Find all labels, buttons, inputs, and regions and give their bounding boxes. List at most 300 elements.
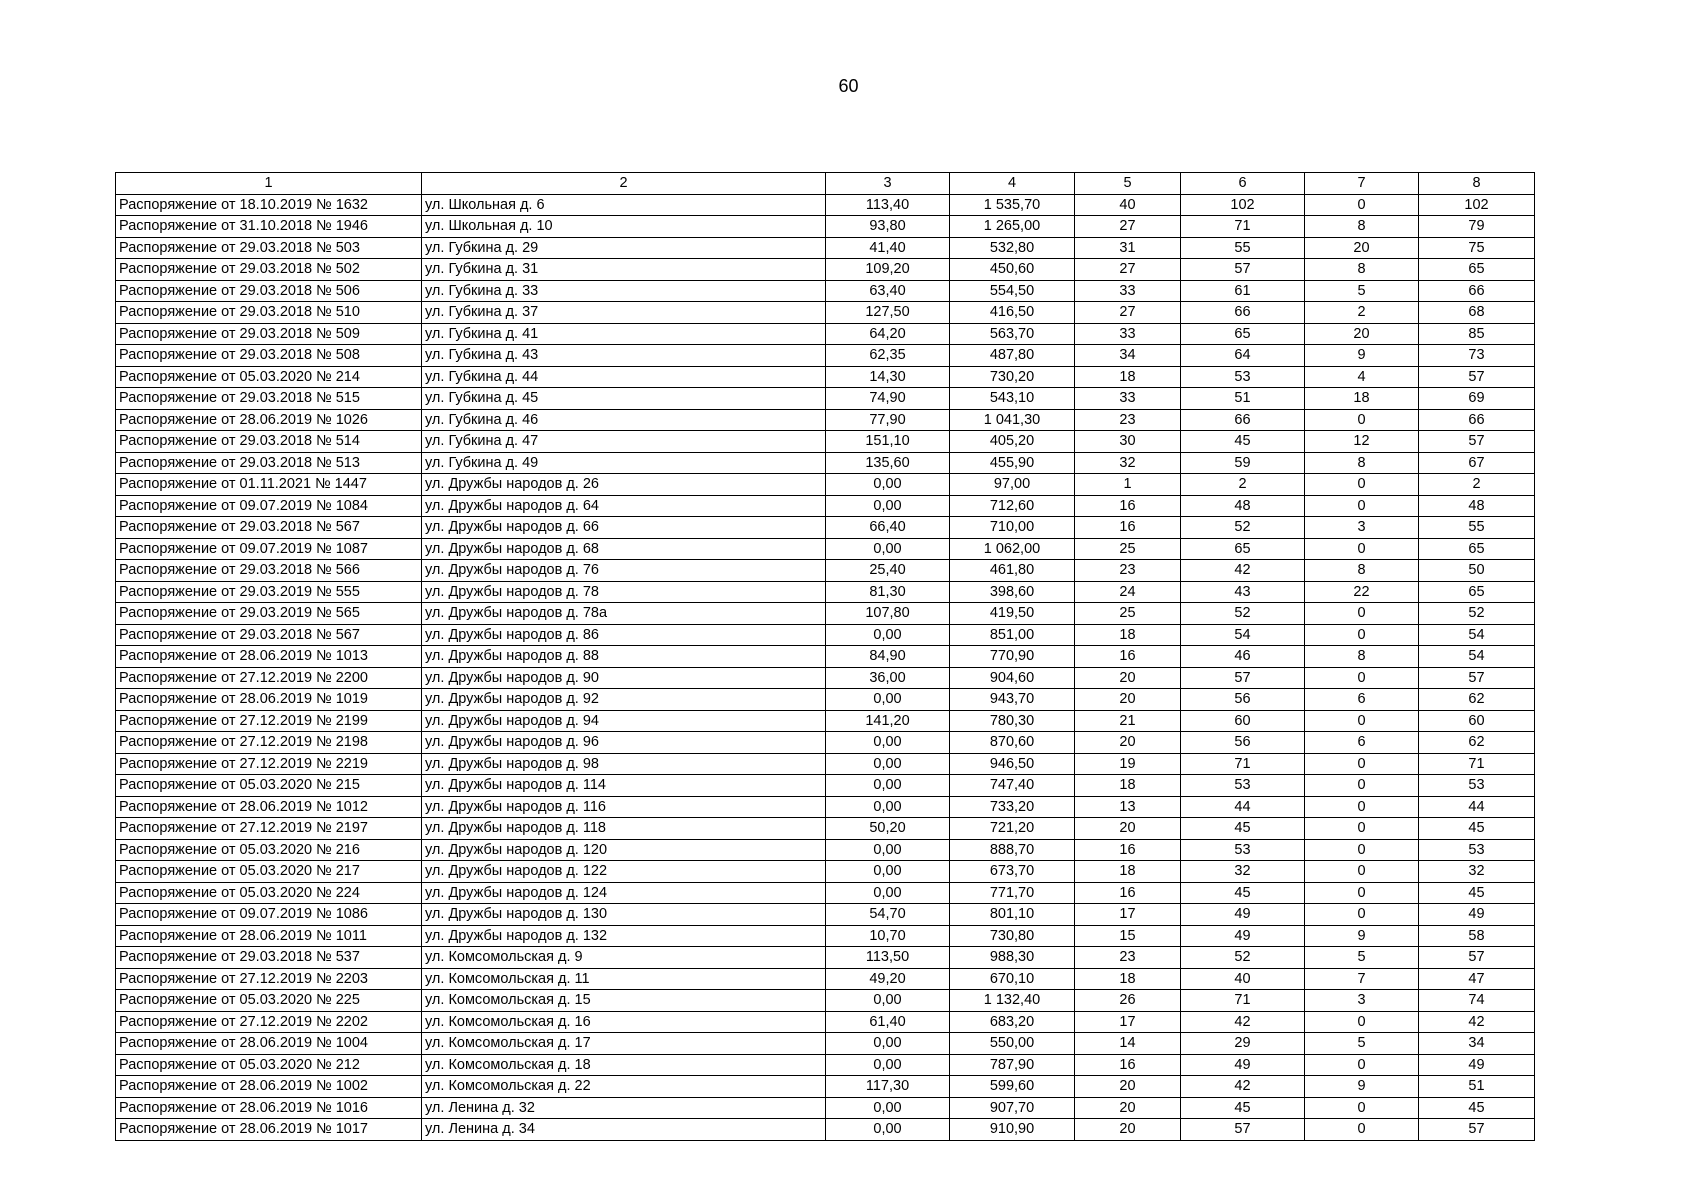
- table-row: [116, 732, 1535, 754]
- table-cell: 20: [1075, 667, 1181, 689]
- table-cell: 51: [1419, 1076, 1535, 1098]
- table-cell: ул. Дружбы народов д. 116: [422, 796, 826, 818]
- table-cell: 57: [1419, 431, 1535, 453]
- table-cell: Распоряжение от 29.03.2018 № 567: [116, 624, 422, 646]
- table-cell: 0,00: [826, 775, 950, 797]
- table-cell: ул. Дружбы народов д. 118: [422, 818, 826, 840]
- table-cell: 71: [1181, 990, 1305, 1012]
- table-cell: Распоряжение от 09.07.2019 № 1087: [116, 538, 422, 560]
- table-cell: ул. Дружбы народов д. 78а: [422, 603, 826, 625]
- table-cell: 747,40: [950, 775, 1075, 797]
- table-cell: 102: [1419, 194, 1535, 216]
- table-cell: 64,20: [826, 323, 950, 345]
- header-row: [116, 173, 1535, 195]
- table-row: [116, 366, 1535, 388]
- table-cell: 20: [1075, 689, 1181, 711]
- table-cell: 0,00: [826, 689, 950, 711]
- table-cell: 40: [1181, 968, 1305, 990]
- table-cell: 910,90: [950, 1119, 1075, 1141]
- table-cell: 69: [1419, 388, 1535, 410]
- table-cell: 23: [1075, 947, 1181, 969]
- table-cell: 25: [1075, 538, 1181, 560]
- table-row: [116, 710, 1535, 732]
- table-cell: 41,40: [826, 237, 950, 259]
- table-cell: Распоряжение от 05.03.2020 № 212: [116, 1054, 422, 1076]
- table-cell: 0,00: [826, 732, 950, 754]
- table-cell: 62: [1419, 689, 1535, 711]
- table-cell: Распоряжение от 27.12.2019 № 2199: [116, 710, 422, 732]
- table-cell: 0: [1305, 1011, 1419, 1033]
- table-cell: 0: [1305, 839, 1419, 861]
- table-cell: 18: [1075, 624, 1181, 646]
- table-cell: 62,35: [826, 345, 950, 367]
- column-header: 5: [1075, 173, 1181, 195]
- table-cell: ул. Школьная д. 10: [422, 216, 826, 238]
- table-cell: 79: [1419, 216, 1535, 238]
- table-cell: ул. Дружбы народов д. 122: [422, 861, 826, 883]
- table-cell: 60: [1181, 710, 1305, 732]
- table-cell: 60: [1419, 710, 1535, 732]
- table-row: [116, 474, 1535, 496]
- table-cell: 53: [1419, 775, 1535, 797]
- table-cell: 14: [1075, 1033, 1181, 1055]
- table-cell: 57: [1181, 259, 1305, 281]
- table-row: [116, 409, 1535, 431]
- table-cell: 65: [1419, 259, 1535, 281]
- table-cell: 0: [1305, 753, 1419, 775]
- table-cell: 8: [1305, 452, 1419, 474]
- table-cell: 0,00: [826, 1033, 950, 1055]
- table-cell: ул. Комсомольская д. 11: [422, 968, 826, 990]
- table-cell: 151,10: [826, 431, 950, 453]
- table-cell: 67: [1419, 452, 1535, 474]
- table-cell: 0,00: [826, 882, 950, 904]
- table-cell: 32: [1181, 861, 1305, 883]
- table-row: [116, 517, 1535, 539]
- table-cell: 13: [1075, 796, 1181, 818]
- table-cell: 16: [1075, 517, 1181, 539]
- table-cell: 44: [1181, 796, 1305, 818]
- table-cell: 18: [1075, 366, 1181, 388]
- table-row: [116, 882, 1535, 904]
- table-row: [116, 646, 1535, 668]
- table-cell: Распоряжение от 29.03.2019 № 555: [116, 581, 422, 603]
- table-cell: 14,30: [826, 366, 950, 388]
- table-row: [116, 216, 1535, 238]
- table-cell: ул. Дружбы народов д. 114: [422, 775, 826, 797]
- table-cell: 109,20: [826, 259, 950, 281]
- table-cell: 27: [1075, 302, 1181, 324]
- table-cell: 50,20: [826, 818, 950, 840]
- table-cell: 946,50: [950, 753, 1075, 775]
- table-cell: ул. Ленина д. 32: [422, 1097, 826, 1119]
- table-cell: 461,80: [950, 560, 1075, 582]
- table-cell: 16: [1075, 495, 1181, 517]
- table-cell: 3: [1305, 517, 1419, 539]
- table-cell: ул. Губкина д. 46: [422, 409, 826, 431]
- table-cell: 54,70: [826, 904, 950, 926]
- table-cell: 20: [1075, 818, 1181, 840]
- table-cell: Распоряжение от 27.12.2019 № 2200: [116, 667, 422, 689]
- table-cell: Распоряжение от 28.06.2019 № 1026: [116, 409, 422, 431]
- table-cell: 416,50: [950, 302, 1075, 324]
- table-cell: Распоряжение от 27.12.2019 № 2202: [116, 1011, 422, 1033]
- table-cell: 52: [1419, 603, 1535, 625]
- table-cell: Распоряжение от 05.03.2020 № 217: [116, 861, 422, 883]
- table-cell: 63,40: [826, 280, 950, 302]
- table-cell: 49: [1181, 925, 1305, 947]
- table-cell: 33: [1075, 323, 1181, 345]
- table-cell: 0: [1305, 796, 1419, 818]
- table-cell: 57: [1419, 366, 1535, 388]
- table-row: [116, 1076, 1535, 1098]
- table-cell: ул. Комсомольская д. 15: [422, 990, 826, 1012]
- table-cell: 563,70: [950, 323, 1075, 345]
- table-cell: ул. Дружбы народов д. 124: [422, 882, 826, 904]
- table-row: [116, 925, 1535, 947]
- column-header: 8: [1419, 173, 1535, 195]
- table-cell: 61,40: [826, 1011, 950, 1033]
- table-cell: 22: [1305, 581, 1419, 603]
- table-cell: Распоряжение от 29.03.2018 № 509: [116, 323, 422, 345]
- table-cell: Распоряжение от 29.03.2018 № 566: [116, 560, 422, 582]
- table-cell: Распоряжение от 05.03.2020 № 215: [116, 775, 422, 797]
- table-cell: 102: [1181, 194, 1305, 216]
- table-cell: 554,50: [950, 280, 1075, 302]
- table-cell: 45: [1419, 882, 1535, 904]
- table-cell: 57: [1419, 667, 1535, 689]
- table-cell: 0: [1305, 603, 1419, 625]
- table-cell: 56: [1181, 689, 1305, 711]
- table-cell: 49: [1181, 904, 1305, 926]
- table-cell: 20: [1075, 732, 1181, 754]
- table-cell: 2: [1419, 474, 1535, 496]
- table-cell: 45: [1181, 431, 1305, 453]
- page-number: 60: [838, 76, 859, 96]
- table-cell: 0,00: [826, 839, 950, 861]
- table-cell: ул. Дружбы народов д. 94: [422, 710, 826, 732]
- table-row: [116, 818, 1535, 840]
- table-cell: 81,30: [826, 581, 950, 603]
- table-cell: 33: [1075, 388, 1181, 410]
- table-cell: Распоряжение от 09.07.2019 № 1086: [116, 904, 422, 926]
- table-cell: 107,80: [826, 603, 950, 625]
- table-cell: 34: [1419, 1033, 1535, 1055]
- table-cell: 0: [1305, 775, 1419, 797]
- table-cell: 0: [1305, 194, 1419, 216]
- table-cell: 54: [1419, 624, 1535, 646]
- table-row: [116, 753, 1535, 775]
- table-cell: 53: [1181, 366, 1305, 388]
- table-cell: ул. Дружбы народов д. 26: [422, 474, 826, 496]
- table-cell: 0: [1305, 474, 1419, 496]
- table-cell: 135,60: [826, 452, 950, 474]
- table-cell: 1 041,30: [950, 409, 1075, 431]
- table-cell: Распоряжение от 29.03.2018 № 515: [116, 388, 422, 410]
- table-cell: Распоряжение от 28.06.2019 № 1017: [116, 1119, 422, 1141]
- table-cell: 57: [1181, 667, 1305, 689]
- table-cell: 16: [1075, 646, 1181, 668]
- table-cell: ул. Дружбы народов д. 86: [422, 624, 826, 646]
- table-cell: 0,00: [826, 753, 950, 775]
- table-cell: 670,10: [950, 968, 1075, 990]
- column-header: 1: [116, 173, 422, 195]
- table-cell: 8: [1305, 646, 1419, 668]
- table-cell: ул. Дружбы народов д. 92: [422, 689, 826, 711]
- table-cell: 54: [1419, 646, 1535, 668]
- table-cell: 9: [1305, 1076, 1419, 1098]
- table-cell: 712,60: [950, 495, 1075, 517]
- table-cell: Распоряжение от 29.03.2018 № 513: [116, 452, 422, 474]
- table-cell: ул. Комсомольская д. 18: [422, 1054, 826, 1076]
- table-cell: 56: [1181, 732, 1305, 754]
- table-cell: 851,00: [950, 624, 1075, 646]
- table-cell: 73: [1419, 345, 1535, 367]
- table-cell: 20: [1305, 237, 1419, 259]
- table-row: [116, 560, 1535, 582]
- table-cell: 0,00: [826, 624, 950, 646]
- table-cell: 710,00: [950, 517, 1075, 539]
- table-cell: 34: [1075, 345, 1181, 367]
- table-cell: 904,60: [950, 667, 1075, 689]
- table-cell: 85: [1419, 323, 1535, 345]
- table-cell: 770,90: [950, 646, 1075, 668]
- table-row: [116, 990, 1535, 1012]
- table-row: [116, 280, 1535, 302]
- table-cell: 6: [1305, 689, 1419, 711]
- table-cell: 62: [1419, 732, 1535, 754]
- table-cell: 0,00: [826, 538, 950, 560]
- table-row: [116, 839, 1535, 861]
- table-cell: 49: [1419, 904, 1535, 926]
- table-cell: 18: [1075, 968, 1181, 990]
- table-cell: 65: [1181, 538, 1305, 560]
- table-cell: 16: [1075, 1054, 1181, 1076]
- data-table: [115, 172, 1535, 1141]
- table-row: [116, 452, 1535, 474]
- table-cell: ул. Губкина д. 45: [422, 388, 826, 410]
- table-cell: 988,30: [950, 947, 1075, 969]
- table-cell: Распоряжение от 28.06.2019 № 1011: [116, 925, 422, 947]
- table-cell: 26: [1075, 990, 1181, 1012]
- table-cell: 20: [1075, 1076, 1181, 1098]
- table-cell: Распоряжение от 27.12.2019 № 2219: [116, 753, 422, 775]
- table-cell: 4: [1305, 366, 1419, 388]
- table-cell: ул. Губкина д. 37: [422, 302, 826, 324]
- table-cell: 23: [1075, 560, 1181, 582]
- table-cell: Распоряжение от 31.10.2018 № 1946: [116, 216, 422, 238]
- table-cell: 20: [1075, 1119, 1181, 1141]
- table-cell: Распоряжение от 28.06.2019 № 1012: [116, 796, 422, 818]
- table-cell: 65: [1181, 323, 1305, 345]
- table-cell: Распоряжение от 28.06.2019 № 1016: [116, 1097, 422, 1119]
- table-cell: ул. Дружбы народов д. 96: [422, 732, 826, 754]
- table-row: [116, 1054, 1535, 1076]
- table-cell: Распоряжение от 09.07.2019 № 1084: [116, 495, 422, 517]
- table-cell: 52: [1181, 603, 1305, 625]
- table-cell: 0: [1305, 1097, 1419, 1119]
- table-cell: 66,40: [826, 517, 950, 539]
- table-cell: 0: [1305, 710, 1419, 732]
- table-cell: 5: [1305, 1033, 1419, 1055]
- table-cell: 0: [1305, 1119, 1419, 1141]
- table-cell: Распоряжение от 29.03.2018 № 537: [116, 947, 422, 969]
- table-cell: 97,00: [950, 474, 1075, 496]
- table-cell: ул. Комсомольская д. 9: [422, 947, 826, 969]
- table-cell: 771,70: [950, 882, 1075, 904]
- table-cell: 16: [1075, 839, 1181, 861]
- table-cell: ул. Дружбы народов д. 76: [422, 560, 826, 582]
- table-cell: 1 535,70: [950, 194, 1075, 216]
- table-cell: 20: [1305, 323, 1419, 345]
- table-cell: 32: [1419, 861, 1535, 883]
- table-cell: 141,20: [826, 710, 950, 732]
- table-cell: 40: [1075, 194, 1181, 216]
- table-cell: Распоряжение от 29.03.2018 № 510: [116, 302, 422, 324]
- table-cell: 0: [1305, 1054, 1419, 1076]
- table-cell: 0: [1305, 882, 1419, 904]
- table-cell: 59: [1181, 452, 1305, 474]
- table-cell: Распоряжение от 28.06.2019 № 1002: [116, 1076, 422, 1098]
- table-cell: 66: [1181, 302, 1305, 324]
- table-row: [116, 237, 1535, 259]
- table-cell: 730,20: [950, 366, 1075, 388]
- table-cell: ул. Дружбы народов д. 132: [422, 925, 826, 947]
- table-cell: 51: [1181, 388, 1305, 410]
- table-row: [116, 345, 1535, 367]
- table-cell: Распоряжение от 27.12.2019 № 2197: [116, 818, 422, 840]
- table-cell: 543,10: [950, 388, 1075, 410]
- table-cell: 0,00: [826, 990, 950, 1012]
- table-cell: 117,30: [826, 1076, 950, 1098]
- table-row: [116, 1033, 1535, 1055]
- table-cell: Распоряжение от 28.06.2019 № 1004: [116, 1033, 422, 1055]
- table-cell: 1: [1075, 474, 1181, 496]
- table-cell: 66: [1181, 409, 1305, 431]
- table-row: [116, 194, 1535, 216]
- table-cell: 68: [1419, 302, 1535, 324]
- table-cell: 71: [1181, 753, 1305, 775]
- table-cell: 0,00: [826, 1097, 950, 1119]
- table-cell: 8: [1305, 560, 1419, 582]
- table-cell: 57: [1419, 947, 1535, 969]
- table-cell: 0,00: [826, 495, 950, 517]
- table-cell: ул. Комсомольская д. 16: [422, 1011, 826, 1033]
- table-cell: 25: [1075, 603, 1181, 625]
- table-cell: 0,00: [826, 1119, 950, 1141]
- table-cell: 17: [1075, 1011, 1181, 1033]
- table-row: [116, 624, 1535, 646]
- table-cell: 487,80: [950, 345, 1075, 367]
- table-row: [116, 1011, 1535, 1033]
- table-cell: 21: [1075, 710, 1181, 732]
- table-row: [116, 259, 1535, 281]
- table-cell: 66: [1419, 280, 1535, 302]
- table-cell: 0: [1305, 861, 1419, 883]
- table-cell: ул. Губкина д. 33: [422, 280, 826, 302]
- table-row: [116, 1119, 1535, 1141]
- table-row: [116, 667, 1535, 689]
- table-cell: 12: [1305, 431, 1419, 453]
- table-cell: ул. Комсомольская д. 17: [422, 1033, 826, 1055]
- table-cell: ул. Дружбы народов д. 90: [422, 667, 826, 689]
- table-cell: 52: [1181, 517, 1305, 539]
- table-row: [116, 431, 1535, 453]
- table-cell: ул. Губкина д. 44: [422, 366, 826, 388]
- table-cell: 30: [1075, 431, 1181, 453]
- table-header: [116, 173, 1535, 195]
- table-cell: 0: [1305, 538, 1419, 560]
- table-cell: 42: [1181, 1076, 1305, 1098]
- table-cell: 673,70: [950, 861, 1075, 883]
- table-row: [116, 603, 1535, 625]
- table-cell: Распоряжение от 29.03.2018 № 502: [116, 259, 422, 281]
- table-cell: 532,80: [950, 237, 1075, 259]
- table-cell: 0: [1305, 667, 1419, 689]
- table-cell: 8: [1305, 216, 1419, 238]
- table-cell: Распоряжение от 05.03.2020 № 224: [116, 882, 422, 904]
- table-cell: 6: [1305, 732, 1419, 754]
- table-cell: 54: [1181, 624, 1305, 646]
- table-cell: 75: [1419, 237, 1535, 259]
- table-cell: 3: [1305, 990, 1419, 1012]
- table-cell: 2: [1181, 474, 1305, 496]
- table-row: [116, 323, 1535, 345]
- table-cell: 870,60: [950, 732, 1075, 754]
- table-cell: 1 132,40: [950, 990, 1075, 1012]
- table-cell: 66: [1419, 409, 1535, 431]
- table-cell: 45: [1181, 882, 1305, 904]
- table-cell: ул. Ленина д. 34: [422, 1119, 826, 1141]
- table-body: [116, 194, 1535, 1140]
- table-cell: 5: [1305, 280, 1419, 302]
- table-cell: 74,90: [826, 388, 950, 410]
- table-cell: 733,20: [950, 796, 1075, 818]
- table-row: [116, 968, 1535, 990]
- table-cell: 0: [1305, 818, 1419, 840]
- table-cell: ул. Школьная д. 6: [422, 194, 826, 216]
- table-cell: 44: [1419, 796, 1535, 818]
- table-cell: Распоряжение от 29.03.2018 № 514: [116, 431, 422, 453]
- table-cell: 127,50: [826, 302, 950, 324]
- table-cell: 65: [1419, 581, 1535, 603]
- table-cell: 57: [1419, 1119, 1535, 1141]
- table-cell: Распоряжение от 05.03.2020 № 214: [116, 366, 422, 388]
- table-cell: ул. Губкина д. 41: [422, 323, 826, 345]
- table-cell: 0: [1305, 904, 1419, 926]
- table-cell: Распоряжение от 18.10.2019 № 1632: [116, 194, 422, 216]
- table-cell: 36,00: [826, 667, 950, 689]
- column-header: 7: [1305, 173, 1419, 195]
- table-cell: 0: [1305, 495, 1419, 517]
- table-cell: ул. Дружбы народов д. 130: [422, 904, 826, 926]
- table-cell: 45: [1181, 1097, 1305, 1119]
- table-cell: 32: [1075, 452, 1181, 474]
- table-cell: Распоряжение от 28.06.2019 № 1019: [116, 689, 422, 711]
- table-cell: 47: [1419, 968, 1535, 990]
- table-cell: Распоряжение от 01.11.2021 № 1447: [116, 474, 422, 496]
- table-cell: 5: [1305, 947, 1419, 969]
- table-cell: 683,20: [950, 1011, 1075, 1033]
- column-header: 3: [826, 173, 950, 195]
- table-cell: ул. Губкина д. 47: [422, 431, 826, 453]
- table-cell: Распоряжение от 28.06.2019 № 1013: [116, 646, 422, 668]
- table-cell: 405,20: [950, 431, 1075, 453]
- table-row: [116, 538, 1535, 560]
- table-cell: 50: [1419, 560, 1535, 582]
- table-cell: ул. Дружбы народов д. 68: [422, 538, 826, 560]
- table-cell: Распоряжение от 29.03.2018 № 508: [116, 345, 422, 367]
